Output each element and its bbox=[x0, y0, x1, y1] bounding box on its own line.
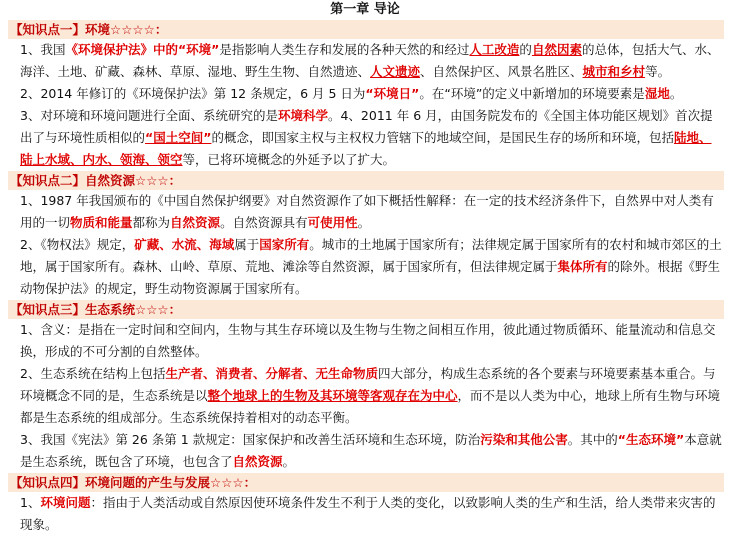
paragraph bbox=[20, 39, 722, 83]
text-run: 都称为 bbox=[132, 215, 171, 230]
highlighted-term: 湿地 bbox=[644, 86, 670, 101]
text-run: ：指由于人类活动或自然原因使环境条件发生不利于人类的变化，以致影响人类的生产和生活，给人类带来灾害的现象。 bbox=[20, 495, 716, 532]
section-heading: 【知识点四】环境问题的产生与发展☆☆☆： bbox=[8, 473, 724, 492]
section-heading: 【知识点三】生态系统☆☆☆： bbox=[8, 300, 724, 319]
document-body bbox=[0, 20, 730, 536]
text-run: 。其中的 bbox=[567, 432, 618, 447]
paragraph bbox=[20, 363, 722, 429]
text-run: 2、2014 年修订的《环境保护法》第 12 条规定，6 月 5 日为 bbox=[20, 86, 366, 101]
text-run: 本意就是生态系统，既包含了环境，也包含了 bbox=[20, 432, 722, 469]
highlighted-term: 集体所有 bbox=[557, 259, 608, 274]
text-run: 的总体，包括大气、水、海洋、土地、矿藏、森林、草原、湿地、野生生物、自然遗迹、 bbox=[20, 42, 720, 79]
highlighted-term: “生态环境” bbox=[617, 432, 685, 447]
text-run: 3、我国《宪法》第 26 条第 1 款规定：国家保护和改善生活环境和生态环境，防治 bbox=[20, 432, 481, 447]
highlighted-term: 陆地、陆上水域、内水、领海、领空 bbox=[20, 130, 712, 167]
highlighted-term: 生产者、消费者、分解者、无生命物质 bbox=[165, 366, 378, 381]
text-run: 。 bbox=[357, 215, 371, 230]
text-run: ，而不是以人类为中心，地球上所有生物与环境都是生态系统的组成部分。生态系统保持着相对的动态平衡。 bbox=[20, 388, 721, 425]
highlighted-term: 国家所有 bbox=[259, 237, 310, 252]
text-run: 1、1987 年我国颁布的《中国自然保护纲要》对自然资源作了如下概括性解释：在一定的技术经济条件下，自然界中对人类有用的一切 bbox=[20, 193, 714, 230]
text-run: 。自然资源具有 bbox=[220, 215, 308, 230]
paragraph bbox=[20, 429, 722, 473]
paragraph bbox=[20, 105, 722, 171]
highlighted-term: 环境科学 bbox=[277, 108, 328, 123]
highlighted-term: 矿藏、水流、海域 bbox=[134, 237, 235, 252]
text-run: 2、《物权法》规定， bbox=[20, 237, 135, 252]
text-run: 。 bbox=[669, 86, 683, 101]
text-run: 1、含义：是指在一定时间和空间内，生物与其生存环境以及生物与生物之间相互作用，彼此通过物质循环、能量流动和信息交换，形成的不可分割的自然整体。 bbox=[20, 322, 716, 359]
text-run: 是指影响人类生存和发展的各种天然的和经过 bbox=[219, 42, 470, 57]
text-run: 。4、2011 年 6 月，由国务院发布的《全国主体功能区规划》首次提出了与环境性质相似的 bbox=[20, 108, 713, 145]
text-run: 3、对环境和环境问题进行全面、系统研究的是 bbox=[20, 108, 278, 123]
text-run: 、自然保护区、风景名胜区、 bbox=[420, 64, 583, 79]
highlighted-term: 人工改造 bbox=[469, 42, 520, 57]
highlighted-term: 整个地球上的生物及其环境等客观存在为中心 bbox=[207, 388, 458, 403]
text-run: 等。 bbox=[645, 64, 671, 79]
text-run: 。 bbox=[282, 454, 296, 469]
paragraph bbox=[20, 234, 722, 300]
highlighted-term: “环境日” bbox=[365, 86, 420, 101]
highlighted-term: “国土空间” bbox=[145, 130, 212, 145]
text-run: 等，已将环境概念的外延予以了扩大。 bbox=[182, 152, 396, 167]
text-run: 。城市的土地属于国家所有；法律规定属于国家所有的农村和城市郊区的土地，属于国家所有。森林、山岭、草原、荒地、滩涂等自然资源，属于国家所有，但法律规定属于 bbox=[20, 237, 722, 274]
highlighted-term: 可使用性 bbox=[307, 215, 358, 230]
highlighted-term: 自然资源 bbox=[232, 454, 283, 469]
highlighted-term: 自然因素 bbox=[531, 42, 582, 57]
highlighted-term: 自然资源 bbox=[170, 215, 221, 230]
highlighted-term: 城市和乡村 bbox=[582, 64, 646, 79]
text-run: 属于 bbox=[234, 237, 260, 252]
section-heading: 【知识点二】自然资源☆☆☆： bbox=[8, 171, 724, 190]
section-heading: 【知识点一】环境☆☆☆☆： bbox=[8, 20, 724, 39]
text-run: 四大部分，构成生态系统的各个要素与环境要素基本重合。与环境概念不同的是，生态系统是以 bbox=[20, 366, 716, 403]
paragraph bbox=[20, 492, 722, 536]
text-run: 1、 bbox=[20, 495, 41, 510]
paragraph bbox=[20, 190, 722, 234]
paragraph bbox=[20, 319, 722, 363]
highlighted-term: 人文遗迹 bbox=[370, 64, 421, 79]
chapter-title: 第一章 导论 bbox=[330, 2, 400, 17]
text-run: 。在“环境”的定义中新增加的环境要素是 bbox=[419, 86, 645, 101]
text-run: 的概念，即国家主权与主权权力管辖下的地域空间，是国民生存的场所和环境，包括 bbox=[211, 130, 674, 145]
text-run: 的 bbox=[519, 42, 532, 57]
highlighted-term: 污染和其他公害 bbox=[480, 432, 568, 447]
text-run: 的除外。根据《野生动物保护法》的规定，野生动物资源属于国家所有。 bbox=[20, 259, 721, 296]
paragraph bbox=[20, 83, 722, 105]
highlighted-term: 《环境保护法》中的“环境” bbox=[65, 42, 220, 57]
text-run: 2、生态系统在结构上包括 bbox=[20, 366, 166, 381]
highlighted-term: 环境问题 bbox=[40, 495, 91, 510]
highlighted-term: 物质和能量 bbox=[70, 215, 133, 230]
text-run: 1、我国 bbox=[20, 42, 66, 57]
